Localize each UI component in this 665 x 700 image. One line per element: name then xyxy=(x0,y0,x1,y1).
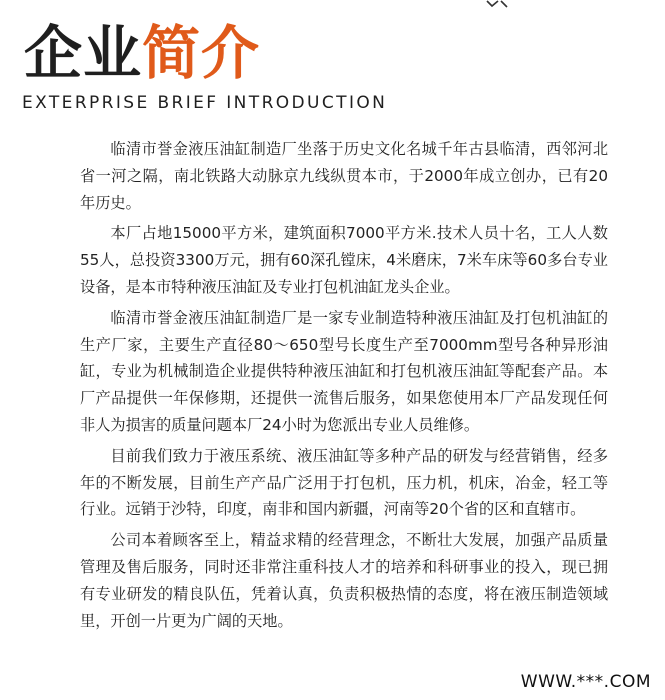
corner-decoration-icon xyxy=(486,0,508,8)
intro-paragraph: 临清市誉金液压油缸制造厂是一家专业制造特种液压油缸及打包机油缸的生产厂家，主要生产直径80～650型号长度生产至7000mm型号各种异形油缸，专业为机械制造企业提供特种液压油缸和打包机液压油缸等配套产品。本厂产品提供一年保修期，还提供一流售后服务，如果您使用本厂产品发现任何非人为损害的质量问题本厂24小时为您派出专业人员维修。 xyxy=(80,308,608,434)
intro-paragraph: 目前我们致力于液压系统、液压油缸等多种产品的研发与经营销售，经多年的不断发展，目前生产产品广泛用于打包机，压力机，机床，冶金，轻工等行业。远销于沙特，印度，南非和国内新疆，河南等20个省的区和直辖市。 xyxy=(80,446,608,519)
page-title-dark-part: 企业 xyxy=(24,19,143,87)
intro-paragraph: 本厂占地15000平方米，建筑面积7000平方米.技术人员十名，工人人数55人，总投资3300万元，拥有60深孔镗床，4米磨床，7米车床等60多台专业设备，是本市特种液压油缸及专业打包机油缸龙头企业。 xyxy=(80,224,608,296)
page-title xyxy=(24,20,260,86)
page-subtitle: EXTERPRISE BRIEF INTRODUCTION xyxy=(22,93,388,113)
intro-paragraph: 临清市誉金液压油缸制造厂坐落于历史文化名城千年古县临清，西邻河北省一河之隔，南北铁路大动脉京九线纵贯本市，于2000年成立创办，已有20年历史。 xyxy=(80,140,608,212)
intro-paragraph: 公司本着顾客至上，精益求精的经营理念，不断壮大发展，加强产品质量管理及售后服务，同时还非常注重科技人才的培养和科研事业的投入，现已拥有专业研发的精良队伍，凭着认真，负责积极热情的态度，将在液压制造领域里，开创一片更为广阔的天地。 xyxy=(80,531,608,630)
watermark: WWW.***.COM xyxy=(520,672,651,692)
page-title-accent-part: 简介 xyxy=(142,19,261,87)
intro-body xyxy=(80,136,608,638)
